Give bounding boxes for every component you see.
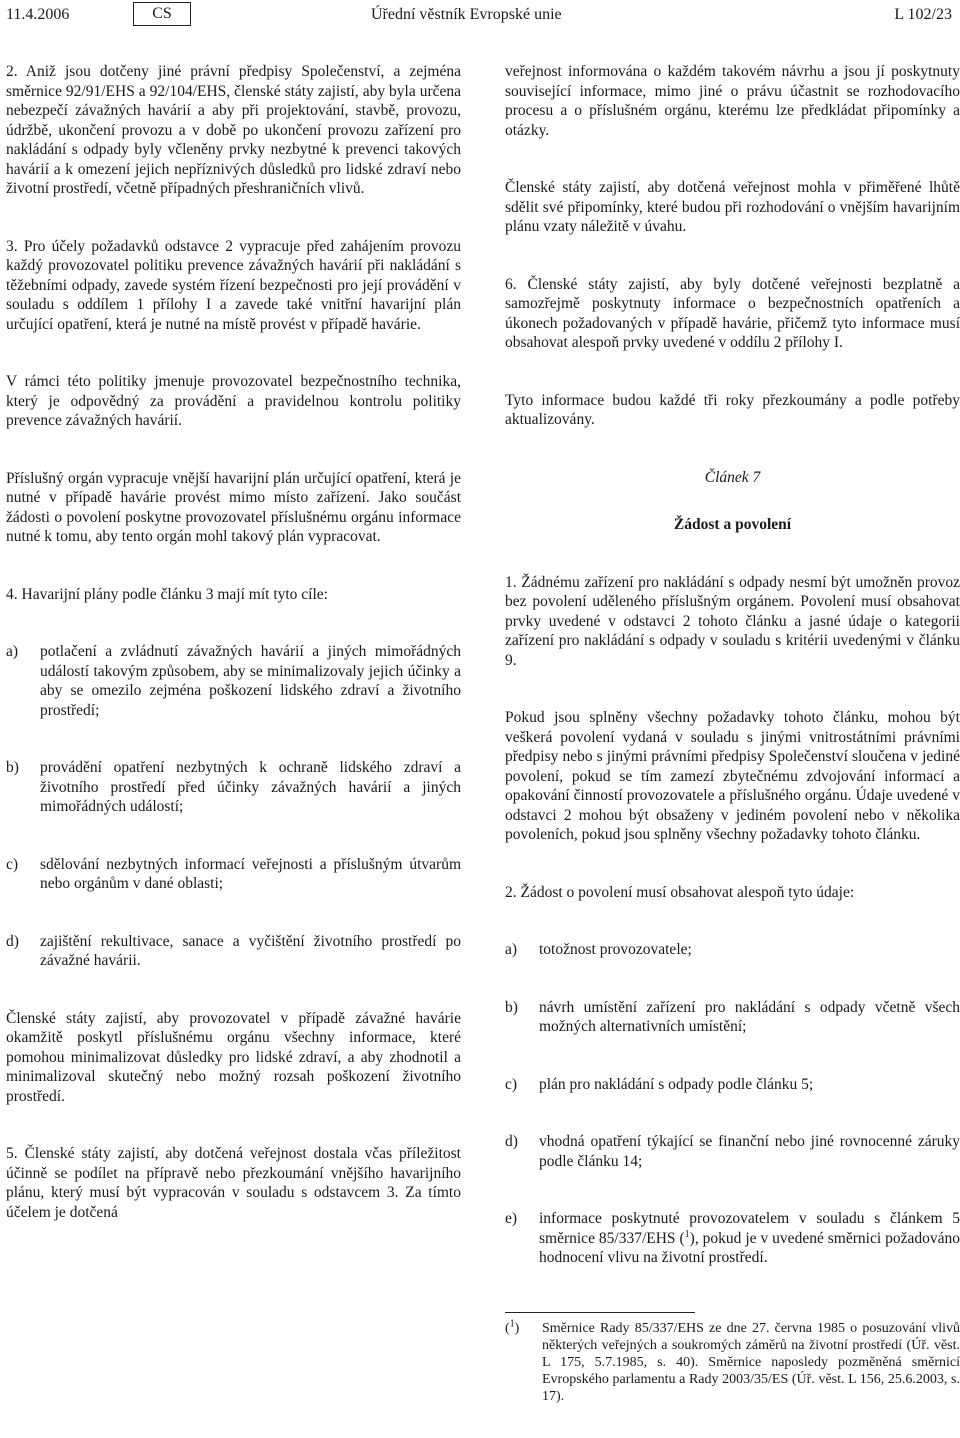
list-item-label: c): [6, 855, 19, 873]
list-item-text: [539, 1210, 960, 1266]
article-7-paragraph-1-permits: Pokud jsou splněny všechny požadavky tohoto článku, mohou být veškerá povolení vydaná v souladu s jinými vnitrostátními právními předpisy nebo s jinými právními předpisy Společenství sloučena v jediné povolení, pokud se tím zamezí zbytečnému zdvojování informací a opakování činností provozovatele a příslušného orgánu. Údaje uvedené v odstavci 2 mohou být obsaženy v jediném povolení nebo v několika povoleních, pokud jsou splněny všechny požadavky tohoto článku.: [505, 709, 960, 843]
list-item: [6, 758, 461, 817]
list-item-text: zajištění rekultivace, sanace a vyčištění životního prostředí po závažné havárii.: [40, 932, 461, 969]
footnote-reference[interactable]: 1: [684, 1228, 690, 1240]
list-item: [505, 1209, 960, 1268]
page-header: [0, 0, 960, 30]
footnote-label-close: ): [514, 1321, 520, 1336]
list-item-text: plán pro nakládání s odpady podle článku 5;: [539, 1075, 814, 1093]
list-item-text: totožnost provozovatele;: [539, 941, 692, 958]
footnote-divider: [505, 1312, 695, 1313]
paragraph-3-external-plan: Příslušný orgán vypracuje vnější havarijní plán určující opatření, která je nutné v případě havárie provést mimo místo zařízení. Jako součást žádosti o povolení poskytne provozovatel příslušnému orgánu informace nutné k tomu, aby tento orgán mohl takový plán vypracovat.: [6, 469, 461, 545]
paragraph-5: 5. Členské státy zajistí, aby dotčená veřejnost dostala včas příležitost účinně se podílet na přípravě nebo přezkoumání vnějšího havarijního plánu, který musí být vypracován v souladu s odstavcem 3. Za tímto účelem je dotčená: [6, 1145, 461, 1221]
footnote-label: [505, 1320, 519, 1337]
article-7-paragraph-1: 1. Žádnému zařízení pro nakládání s odpady nesmí být umožněn provoz bez povolení uděleného příslušným orgánem. Povolení musí obsahovat prvky uvedené v odstavci 2 tohoto článku a jasné údaje o kategorii zařízení pro nakládání s odpady v souladu s kritérii uvedenými v článku 9.: [505, 573, 960, 669]
list-item-text: sdělování nezbytných informací veřejnosti a příslušným útvarům nebo orgánům v dané oblasti;: [40, 855, 461, 892]
right-column: [505, 62, 960, 1306]
list-item-text: vhodná opatření týkající se finanční nebo jiné rovnocenné záruky podle článku 14;: [539, 1133, 960, 1170]
article-heading: Žádost a povolení: [673, 516, 792, 533]
list-item-text-part: ), pokud je v uvedené směrnici požadováno hodnocení vlivu na životní prostředí.: [539, 1229, 960, 1266]
list-item-text: potlačení a zvládnutí závažných havárií a jiných mimořádných událostí takovým způsobem, aby se minimalizovaly jejich účinky a aby se omezilo zejména poškození lidského zdraví a životního prostředí;: [40, 643, 461, 719]
list-item-label: a): [6, 643, 19, 660]
paragraph-5-continued: veřejnost informována o každém takovém návrhu a jsou jí poskytnuty související informace, mimo jiné o právu účastnit se rozhodovacího procesu a o příslušném orgánu, kterému lze předkládat připomínky a otázky.: [505, 63, 960, 139]
list-item-label: e): [505, 1210, 518, 1227]
list-item-label: c): [505, 1075, 518, 1093]
paragraph-5-comments: Členské státy zajistí, aby dotčená veřejnost mohla v přiměřené lhůtě sdělit své připomínky, které budou při rozhodování o vnějším havarijním plánu vzaty náležitě v úvahu.: [505, 179, 960, 235]
language-badge: CS: [133, 2, 191, 26]
list-item-text: provádění opatření nezbytných k ochraně lidského zdraví a životního prostředí před účinky závažných havárií a jiných mimořádných událostí;: [40, 759, 461, 815]
footnote-text: Směrnice Rady 85/337/EHS ze dne 27. června 1985 o posuzování vlivů některých veřejných a soukromých záměrů na životní prostředí (Úř. věst. L 175, 5.7.1985, s. 40). Směrnice naposledy pozměněná směrnicí Evropského parlamentu a Rady 2003/35/ES (Úř. věst. L 156, 25.6.2003, s. 17).: [542, 1321, 960, 1404]
list-item: [6, 855, 461, 894]
journal-title: Úřední věstník Evropské unie: [371, 6, 562, 23]
paragraph-3-safety-officer: V rámci této politiky jmenuje provozovatel bezpečnostního technika, který je odpovědný za provádění a pravidelnou kontrolu politiky prevence závažných havárií.: [6, 373, 461, 429]
list-item: [505, 940, 960, 960]
paragraph-4-notification: Členské státy zajistí, aby provozovatel v případě závažné havárie okamžitě poskytl příslušnému orgánu všechny informace, které pomohou minimalizovat důsledky pro lidské zdraví, a aby zhodnotil a minimalizoval skutečný nebo možný rozsah poškození životního prostředí.: [6, 1009, 461, 1105]
list-item-label: d): [505, 1133, 518, 1150]
paragraph-6: 6. Členské státy zajistí, aby byly dotčené veřejnosti bezplatně a samozřejmě poskytnuty informace o bezpečnostních opatřeních a úkonech požadovaných v případě havárie, přičemž tyto informace musí obsahovat alespoň prvky uvedené v oddílu 2 přílohy I.: [505, 275, 960, 351]
list-item: [505, 998, 960, 1037]
list-item-label: d): [6, 932, 19, 950]
list-item-label: b): [505, 998, 518, 1016]
left-column: [6, 62, 461, 1222]
article-7-paragraph-2: 2. Žádost o povolení musí obsahovat alespoň tyto údaje:: [505, 883, 855, 901]
article-number: Článek 7: [704, 468, 761, 486]
page-reference: L 102/23: [894, 6, 952, 23]
paragraph-6-review: Tyto informace budou každé tři roky přezkoumány a podle potřeby aktualizovány.: [505, 391, 960, 428]
list-item: [505, 1075, 960, 1095]
paragraph-4: 4. Havarijní plány podle článku 3 mají mít tyto cíle:: [6, 585, 328, 603]
paragraph-2: 2. Aniž jsou dotčeny jiné právní předpisy Společenství, a zejména směrnice 92/91/EHS a 92/104/EHS, členské státy zajistí, aby byla určena nebezpečí závažných havárií a aby při projektování, stavbě, provozu, údržbě, ukončení provozu a v době po ukončení provozu zařízení pro nakládání s odpady byly včleněny prvky nezbytné k prevenci takových havárií a k omezení jejich nepříznivých důsledků pro lidské zdraví nebo životní prostředí, včetně případných přeshraničních vlivů.: [6, 63, 461, 197]
list-item-text: návrh umístění zařízení pro nakládání s odpady včetně všech možných alternativních umístění;: [539, 998, 960, 1035]
list-item-text-part: informace poskytnuté provozovatelem v souladu s článkem 5 směrnice 85/337/EHS (: [539, 1210, 960, 1247]
footnote-label-number: 1: [509, 1318, 515, 1330]
paragraph-3: 3. Pro účely požadavků odstavce 2 vypracuje před zahájením provozu každý provozovatel politiku prevence závažných havárií při nakládání s těžebními odpady, zavede systém řízení bezpečnosti pro její provádění v souladu s oddílem 1 přílohy I a zavede také vnitřní havarijní plán určující opatření, která je nutné na místě provést v případě havárie.: [6, 237, 461, 333]
list-item: [6, 642, 461, 720]
publication-date: 11.4.2006: [6, 6, 70, 23]
footnote-label-open: (: [505, 1321, 510, 1336]
list-item-label: a): [505, 941, 518, 958]
list-item: [505, 1132, 960, 1171]
list-item: [6, 932, 461, 971]
footnote: [505, 1320, 960, 1405]
list-item-label: b): [6, 759, 19, 776]
